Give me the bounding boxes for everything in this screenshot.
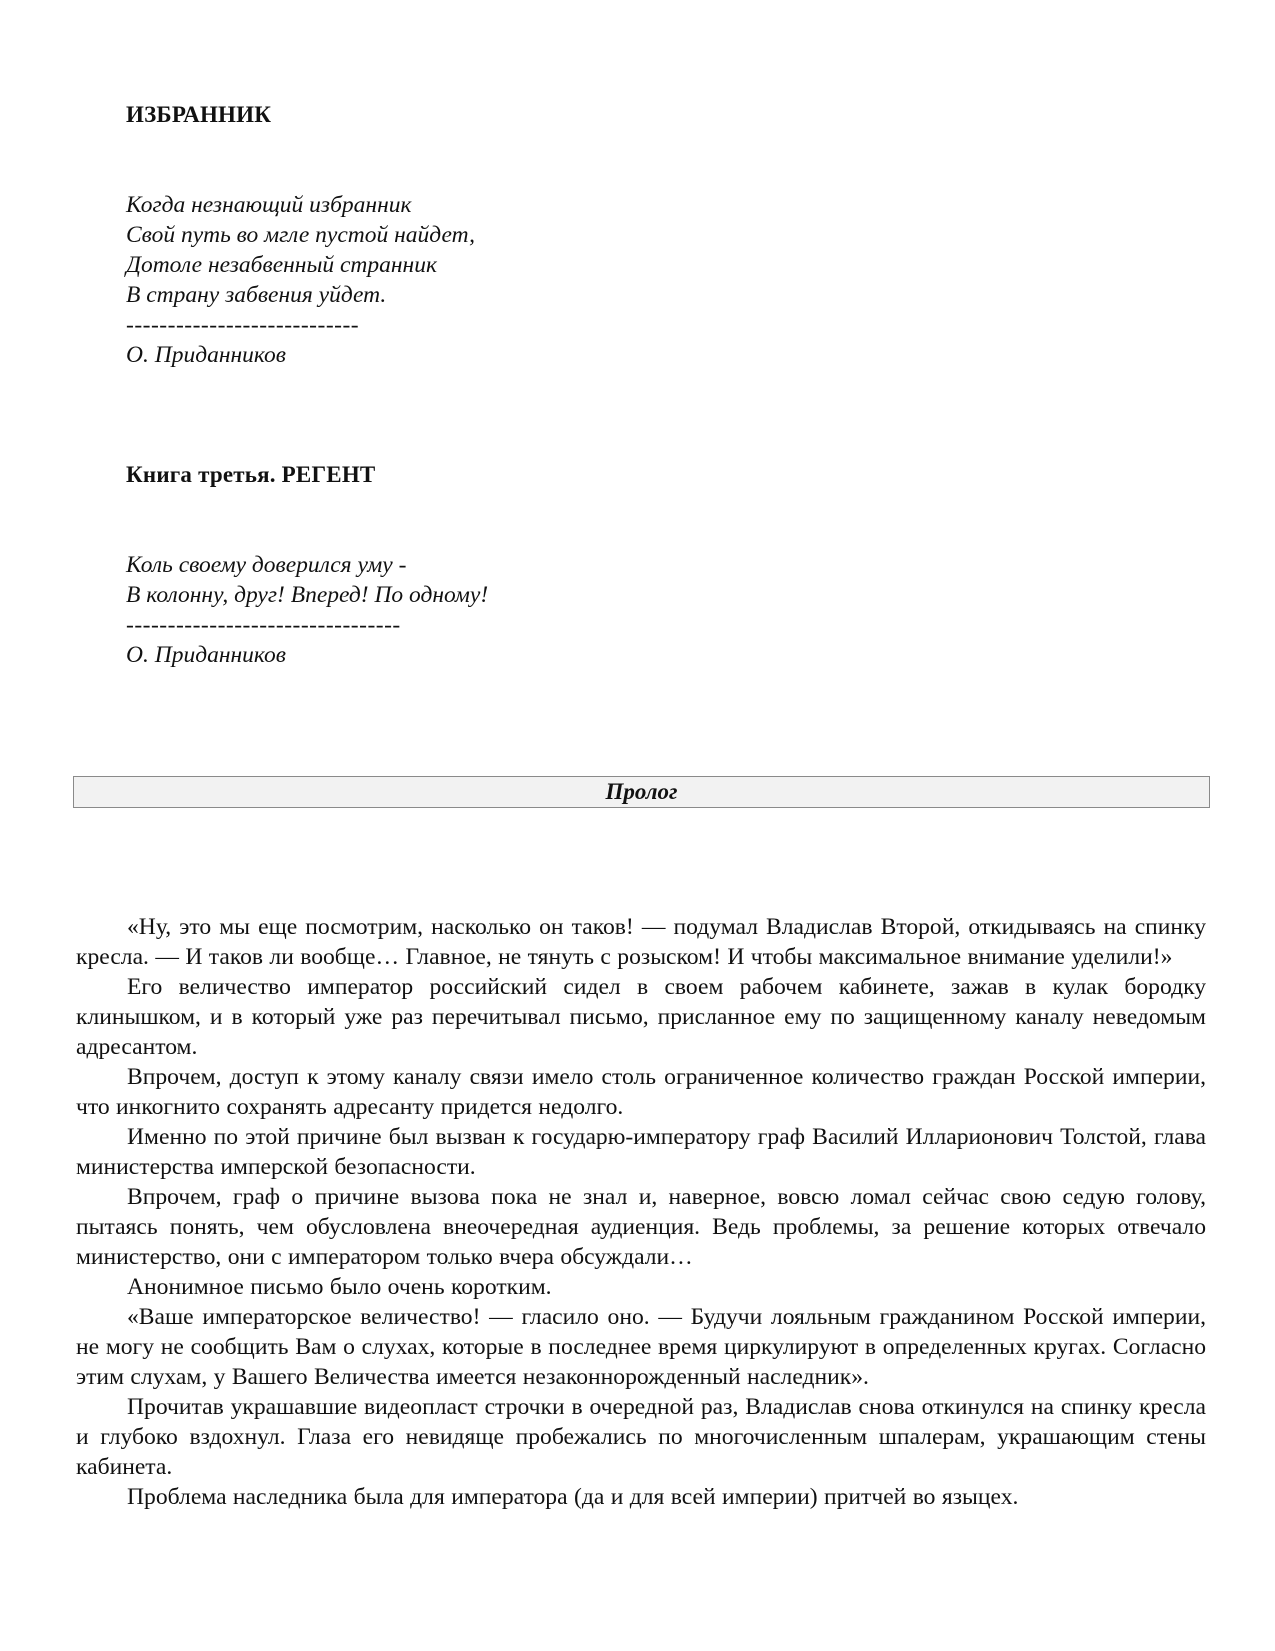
epigraph-line: Когда незнающий избранник [126, 192, 412, 218]
epigraph-line: В страну забвения уйдет. [126, 282, 387, 308]
section-title-izbrannik: ИЗБРАННИК [126, 102, 272, 127]
epigraph-separator: ---------------------------- [126, 312, 360, 338]
epigraph-line: Свой путь во мгле пустой найдет, [126, 222, 476, 248]
epigraph-1 [126, 190, 475, 370]
paragraph: Прочитав украшавшие видеопласт строчки в очередной раз, Владислав снова откинулся на спинку кресла и глубоко вздохнул. Глаза его невидяще пробежались по многочисленным шпалерам, украшающим стены кабинета. [76, 1394, 1206, 1480]
epigraph-2 [126, 550, 488, 670]
paragraph: Впрочем, доступ к этому каналу связи имело столь ограниченное количество граждан Росской империи, что инкогнито сохранять адресанту придется недолго. [76, 1064, 1206, 1120]
epigraph-line: В колонну, друг! Вперед! По одному! [126, 582, 489, 608]
paragraph: Впрочем, граф о причине вызова пока не знал и, наверное, вовсю ломал сейчас свою седую голову, пытаясь понять, чем обусловлена внеочередная аудиенция. Ведь проблемы, за решение которых отвечало министерство, они с императором только вчера обсуждали… [76, 1184, 1206, 1270]
epigraph-separator: --------------------------------- [126, 612, 401, 638]
epigraph-author: О. Приданников [126, 342, 286, 368]
chapter-heading-box [73, 776, 1210, 808]
epigraph-line: Коль своему доверился уму - [126, 552, 407, 578]
epigraph-author: О. Приданников [126, 642, 286, 668]
paragraph: Анонимное письмо было очень коротким. [127, 1274, 552, 1300]
paragraph: «Ну, это мы еще посмотрим, насколько он таков! — подумал Владислав Второй, откидываясь на спинку кресла. — И таков ли вообще… Главное, не тянуть с розыском! И чтобы максимальное внимание уделили!» [76, 914, 1206, 970]
paragraph: Проблема наследника была для императора (да и для всей империи) притчей во языцех. [127, 1484, 1019, 1510]
epigraph-line: Дотоле незабвенный странник [126, 252, 437, 278]
paragraph: Именно по этой причине был вызван к государю-императору граф Василий Илларионович Толстой, глава министерства имперской безопасности. [76, 1124, 1206, 1180]
body-text [76, 912, 1206, 1512]
paragraph: Его величество император российский сидел в своем рабочем кабинете, зажав в кулак бородку клинышком, и в который уже раз перечитывал письмо, присланное ему по защищенному каналу неведомым адресантом. [76, 974, 1206, 1060]
chapter-title: Пролог [605, 779, 678, 804]
paragraph: «Ваше императорское величество! — гласило оно. — Будучи лояльным гражданином Росской империи, не могу не сообщить Вам о слухах, которые в последнее время циркулируют в определенных кругах. Согласно этим слухам, у Вашего Величества имеется незаконнорожденный наследник». [76, 1304, 1206, 1390]
book-title: Книга третья. РЕГЕНТ [126, 462, 376, 487]
